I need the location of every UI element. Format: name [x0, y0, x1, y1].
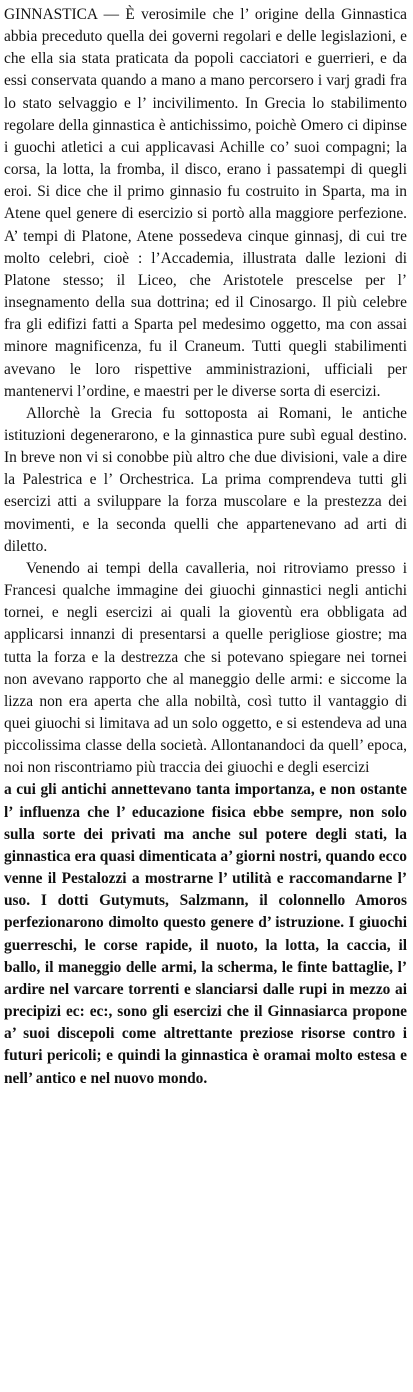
article-paragraph-1: GINNASTICA — È verosimile che l’ origine della Ginnastica abbia preceduto quella dei governi regolari e delle legislazioni, e che ella sia stata praticata da popoli cacciatori e guerrieri, e da essi conservata quando a mano a mano percorsero i varj gradi fra lo stato selvaggio e l’ incivilimento. In Grecia lo stabilimento regolare della ginnastica è antichissimo, poichè Omero ci dipinse i guochi atletici a cui applicavasi Achille co’ suoi compagni; la corsa, la lotta, la fromba, il disco, erano i passatempi di quegli eroi. Si dice che il primo ginnasio fu costruito in Sparta, ma in Atene quel genere di esercizio si portò alla maggiore perfezione. A’ tempi di Platone, Atene possedeva cinque ginnasj, di cui tre molto celebri, cioè : l’Accademia, illustrata dalle lezioni di Platone stesso; il Liceo, che Aristotele prescelse per l’ insegnamento della sua dottrina; ed il Cinosargo. Il più celebre fra gli edifizi fatti a Sparta pel medesimo oggetto, ma con assai minore magnificenza, fu il Craneum. Tutti quegli stabilimenti avevano le loro rispettive amministrazioni, ufficiali per mantenervi l’ordine, e maestri per le diverse sorta di esercizi.	[4, 6, 407, 400]
article-paragraph-2: Allorchè la Grecia fu sottoposta ai Romani, le antiche istituzioni degenerarono, e la ginnastica pure subì egual destino. In breve non vi si conobbe più altro che due divisioni, vale a dire la Palestrica e l’ Orchestrica. La prima comprendeva tutti gli esercizi atti a sviluppare la forza muscolare e la prestezza dei movimenti, e la seconda quelli che appartenevano ad arti di diletto.	[4, 404, 407, 555]
article-paragraph-3: Venendo ai tempi della cavalleria, noi ritroviamo presso i Francesi qualche immagine dei giuochi ginnastici negli antichi tornei, e negli esercizi ai quali la gioventù era obbligata ad applicarsi innanzi di presentarsi a quelle perigliose giostre; ma tutta la forza e la destrezza che si potevano spiegare nei tornei non avevano rapporto che al maneggio delle armi: e siccome la lizza non era aperta che alla nobiltà, così tutto il vantaggio di quei giuochi si limitava ad un solo oggetto, e si estendeva ad una piccolissima classe della società. Allontanandoci da quell’ epoca, noi non riscontriamo più traccia dei giuochi e degli esercizi	[4, 559, 407, 777]
article-paragraph-4: a cui gli antichi annettevano tanta importanza, e non ostante l’ influenza che l’ educazione fisica ebbe sempre, non solo sulla sorte dei privati ma anche sul potere degli stati, la ginnastica era quasi dimenticata a’ giorni nostri, quando ecco venne il Pestalozzi a mostrarne l’ utilità e raccomandarne l’ uso. I dotti Gutymuts, Salzmann, il colonnello Amoros perfezionarono dimolto questo genere d’ istruzione. I giuochi guerreschi, le corse rapide, il nuoto, la lotta, la caccia, il ballo, il maneggio delle armi, la scherma, le finte battaglie, l’ ardire nel varcare torrenti e slanciarsi dalle rupi in mezzo ai precipizi ec: ec:, sono gli esercizi che il Ginnasiarca propone a’ suoi discepoli come altrettante preziose risorse contro i futuri pericoli; e quindi la ginnastica è oramai molto estesa e nell’ antico e nel nuovo mondo.	[4, 781, 407, 1087]
